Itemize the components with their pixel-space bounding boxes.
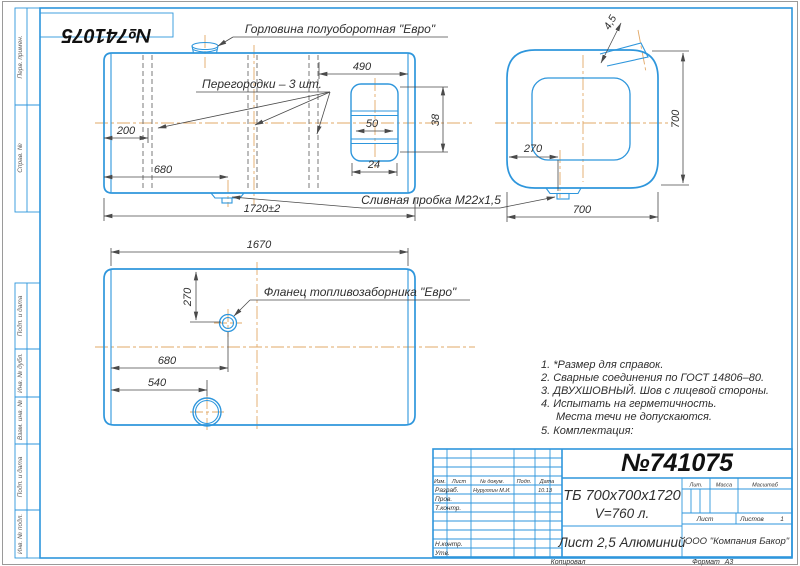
row-razrab: Разраб. <box>435 487 459 494</box>
dim-38-text: 38 <box>430 113 442 127</box>
dim-200-text: 200 <box>116 125 136 137</box>
note-2: 2. Сварные соединения по ГОСТ 14806–80. <box>541 372 765 384</box>
dim-24-text: 24 <box>367 159 381 171</box>
col-podp: Подп. <box>516 479 532 485</box>
dim-680-side-text: 680 <box>153 164 173 176</box>
doc-number: №741075 <box>620 449 734 477</box>
neck-label: Горловина полуоборотная "Евро" <box>244 22 436 36</box>
col-docnum: № докум. <box>479 479 505 485</box>
part-title: ТБ 700х700х1720 <box>563 488 681 504</box>
baffles-label: Перегородки – 3 шт. <box>202 77 322 91</box>
sidebar-label-perv-primen: Перв. примен. <box>17 35 24 79</box>
lit-header: Лит. <box>689 482 703 489</box>
row-utv: Утв. <box>435 550 450 557</box>
part-volume: V=760 л. <box>594 506 650 521</box>
col-izm: Изм. <box>434 479 446 485</box>
listov-value: 1 <box>780 516 784 523</box>
format-value: А3 <box>724 559 734 566</box>
sidebar-label-vzam-inv: Взам. инв. № <box>17 399 24 441</box>
dim-700v-text: 700 <box>670 109 682 129</box>
dim-1670-text: 1670 <box>246 239 272 251</box>
flange-label: Фланец топливозаборника "Евро" <box>263 285 457 299</box>
dim-700h-text: 700 <box>572 204 592 216</box>
note-4: 4. Испытать на герметичность. <box>541 398 717 410</box>
sidebar-label-podp-data-1: Подп. и дата <box>17 295 24 337</box>
company-name: ООО "Компания Бакор" <box>684 536 790 547</box>
material-spec: Лист 2,5 Алюминий <box>558 535 686 550</box>
stamp-number-text: №741075 <box>61 24 152 46</box>
row-tkontr: Т.контр. <box>435 505 462 512</box>
masshtab-header: Масштаб <box>752 482 778 489</box>
row-nkontr: Н.контр. <box>435 541 463 548</box>
sidebar-label-inv-podl: Инв. № подл. <box>17 513 24 555</box>
razrab-date: 10.13 <box>538 488 552 494</box>
note-5: 5. Комплектация: <box>541 425 634 437</box>
dim-50-text: 50 <box>365 118 379 130</box>
dim-4-5-text: 4,5 <box>601 13 620 32</box>
sidebar-label-inv-dubl: Инв. № дубл. <box>17 353 24 393</box>
razrab-name: Нуруллин М.И. <box>473 488 511 494</box>
dim-270-end-text: 270 <box>523 143 543 155</box>
massa-header: Масса <box>715 482 733 489</box>
note-3: 3. ДВУХШОВНЫЙ. Шов с лицевой стороны. <box>541 385 769 397</box>
drain-label: Сливная пробка М22х1,5 <box>361 193 501 207</box>
col-list: Лист <box>451 479 467 485</box>
listov-label: Листов <box>740 516 764 523</box>
list-label: Лист <box>696 516 714 523</box>
row-prov: Пров. <box>435 496 453 503</box>
dim-540-text: 540 <box>147 377 167 389</box>
note-4b: Места течи не допускаются. <box>556 411 712 423</box>
dim-680-plan-text: 680 <box>157 355 177 367</box>
note-1: 1. *Размер для справок. <box>541 359 664 371</box>
dim-270-plan-text: 270 <box>182 287 194 307</box>
sidebar-label-sprav-no: Справ. № <box>17 143 24 173</box>
dim-1720-text: 1720±2 <box>243 203 281 215</box>
kopiroval-label: Копировал <box>550 559 586 566</box>
dim-490-text: 490 <box>352 61 372 73</box>
col-data: Дата <box>539 479 555 485</box>
drawing-frame <box>3 2 798 565</box>
format-label: Формат <box>692 559 720 566</box>
sidebar-label-podp-data-2: Подп. и дата <box>17 456 24 498</box>
